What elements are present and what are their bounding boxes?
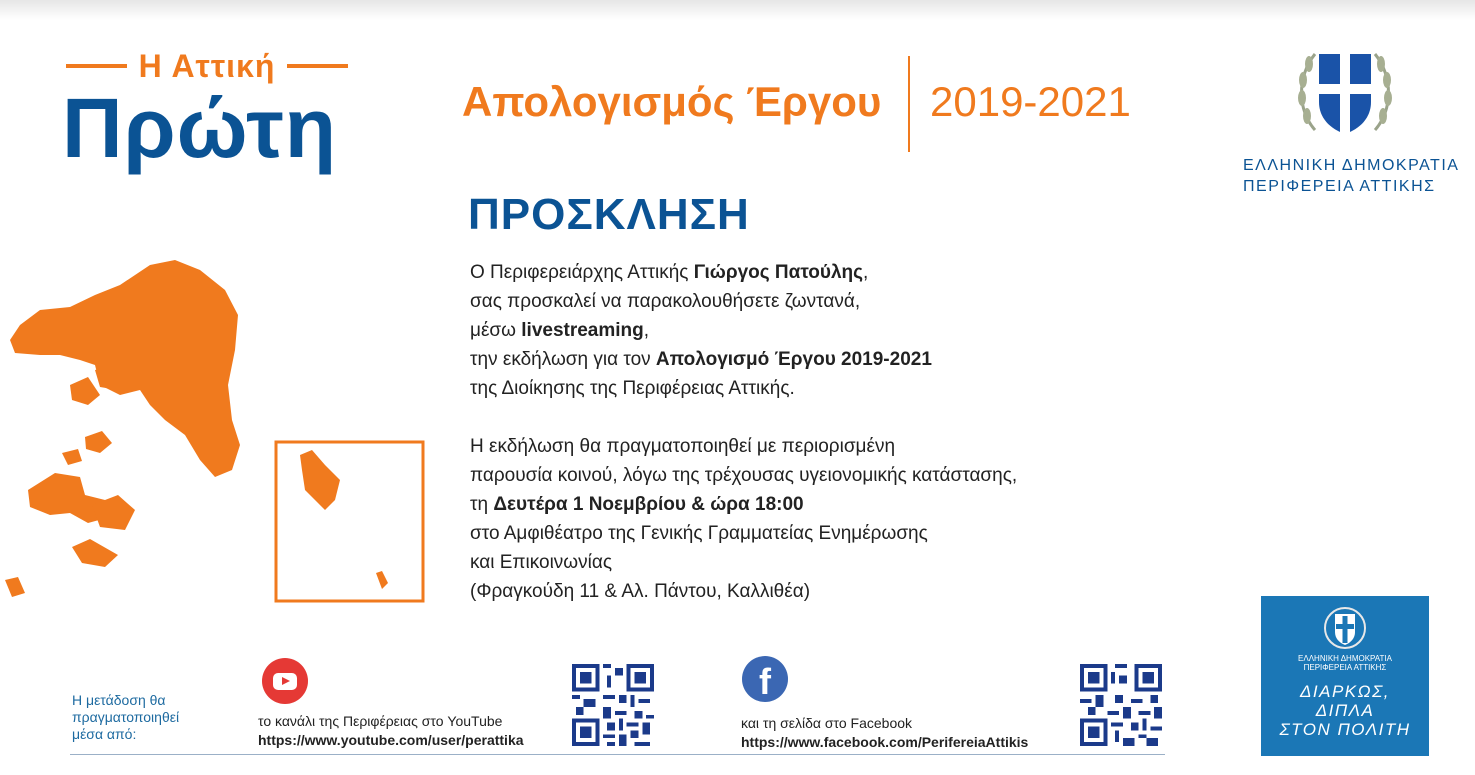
facebook-link[interactable]: https://www.facebook.com/PerifereiaAttikis — [741, 734, 1029, 750]
footer-divider — [70, 754, 1165, 755]
facebook-qr-code — [1080, 664, 1162, 746]
event-years: 2019-2021 — [930, 78, 1131, 125]
badge-organization: ΕΛΛΗΝΙΚΗ ΔΗΜΟΚΡΑΤΙΑ ΠΕΡΙΦΕΡΕΙΑ ΑΤΤΙΚΗΣ — [1298, 654, 1392, 672]
invitation-line: και Επικοινωνίας — [470, 552, 613, 573]
invitation-line: στο Αμφιθέατρο της Γενικής Γραμματείας Ενημέρωσης — [470, 523, 928, 544]
region-badge — [1261, 596, 1429, 756]
invitation-line: σας προσκαλεί να παρακολουθήσετε ζωντανά, — [470, 291, 861, 312]
organization-name — [1243, 155, 1459, 197]
broadcast-via-note: Η μετάδοση θα πραγματοποιηθεί μέσα από: — [72, 692, 180, 742]
facebook-icon[interactable]: f — [742, 656, 788, 702]
invitation-line: Η εκδήλωση θα πραγματοποιηθεί με περιορισμένη — [470, 436, 896, 457]
brand-name: Πρώτη — [62, 81, 338, 175]
badge-coat-of-arms-icon — [1323, 606, 1367, 650]
invitation-line: την εκδήλωση για τον Απολογισμό Έργου 2019-2021 — [470, 349, 932, 370]
organization-line-2: ΠΕΡΙΦΕΡΕΙΑ ΑΤΤΙΚΗΣ — [1243, 178, 1436, 195]
badge-slogan: ΔΙΑΡΚΩΣ, ΔΙΠΛΑ ΣΤΟΝ ΠΟΛΙΤΗ — [1279, 682, 1411, 739]
brand-dash-left — [66, 64, 127, 68]
top-shadow-bar — [0, 0, 1475, 20]
brand-dash-right — [287, 64, 348, 68]
invitation-line: τη Δευτέρα 1 Νοεμβρίου & ώρα 18:00 — [470, 494, 804, 515]
invitation-body — [470, 258, 1190, 606]
youtube-label: το κανάλι της Περιφέρειας στο YouTube — [258, 713, 503, 729]
facebook-label: και τη σελίδα στο Facebook — [741, 715, 913, 731]
attica-map — [0, 255, 440, 615]
invitation-heading: ΠΡΟΣΚΛΗΣΗ — [468, 190, 750, 239]
invitation-line: μέσω livestreaming, — [470, 320, 650, 341]
brand-subtitle-text: Η Αττική — [138, 47, 276, 84]
youtube-link[interactable]: https://www.youtube.com/user/perattika — [258, 732, 524, 748]
invitation-line: παρουσία κοινού, λόγω της τρέχουσας υγειονομικής κατάστασης, — [470, 465, 1018, 486]
organization-line-1: ΕΛΛΗΝΙΚΗ ΔΗΜΟΚΡΑΤΙΑ — [1243, 157, 1460, 174]
youtube-icon[interactable] — [262, 658, 308, 704]
title-divider — [908, 56, 910, 152]
youtube-qr-code — [572, 664, 654, 746]
invitation-line: Ο Περιφερειάρχης Αττικής Γιώργος Πατούλης, — [470, 262, 869, 283]
invitation-line: της Διοίκησης της Περιφέρειας Αττικής. — [470, 378, 795, 399]
invitation-line: (Φραγκούδη 11 & Αλ. Πάντου, Καλλιθέα) — [470, 581, 811, 602]
coat-of-arms-icon — [1293, 40, 1397, 144]
event-title: Απολογισμός Έργου — [462, 78, 882, 125]
